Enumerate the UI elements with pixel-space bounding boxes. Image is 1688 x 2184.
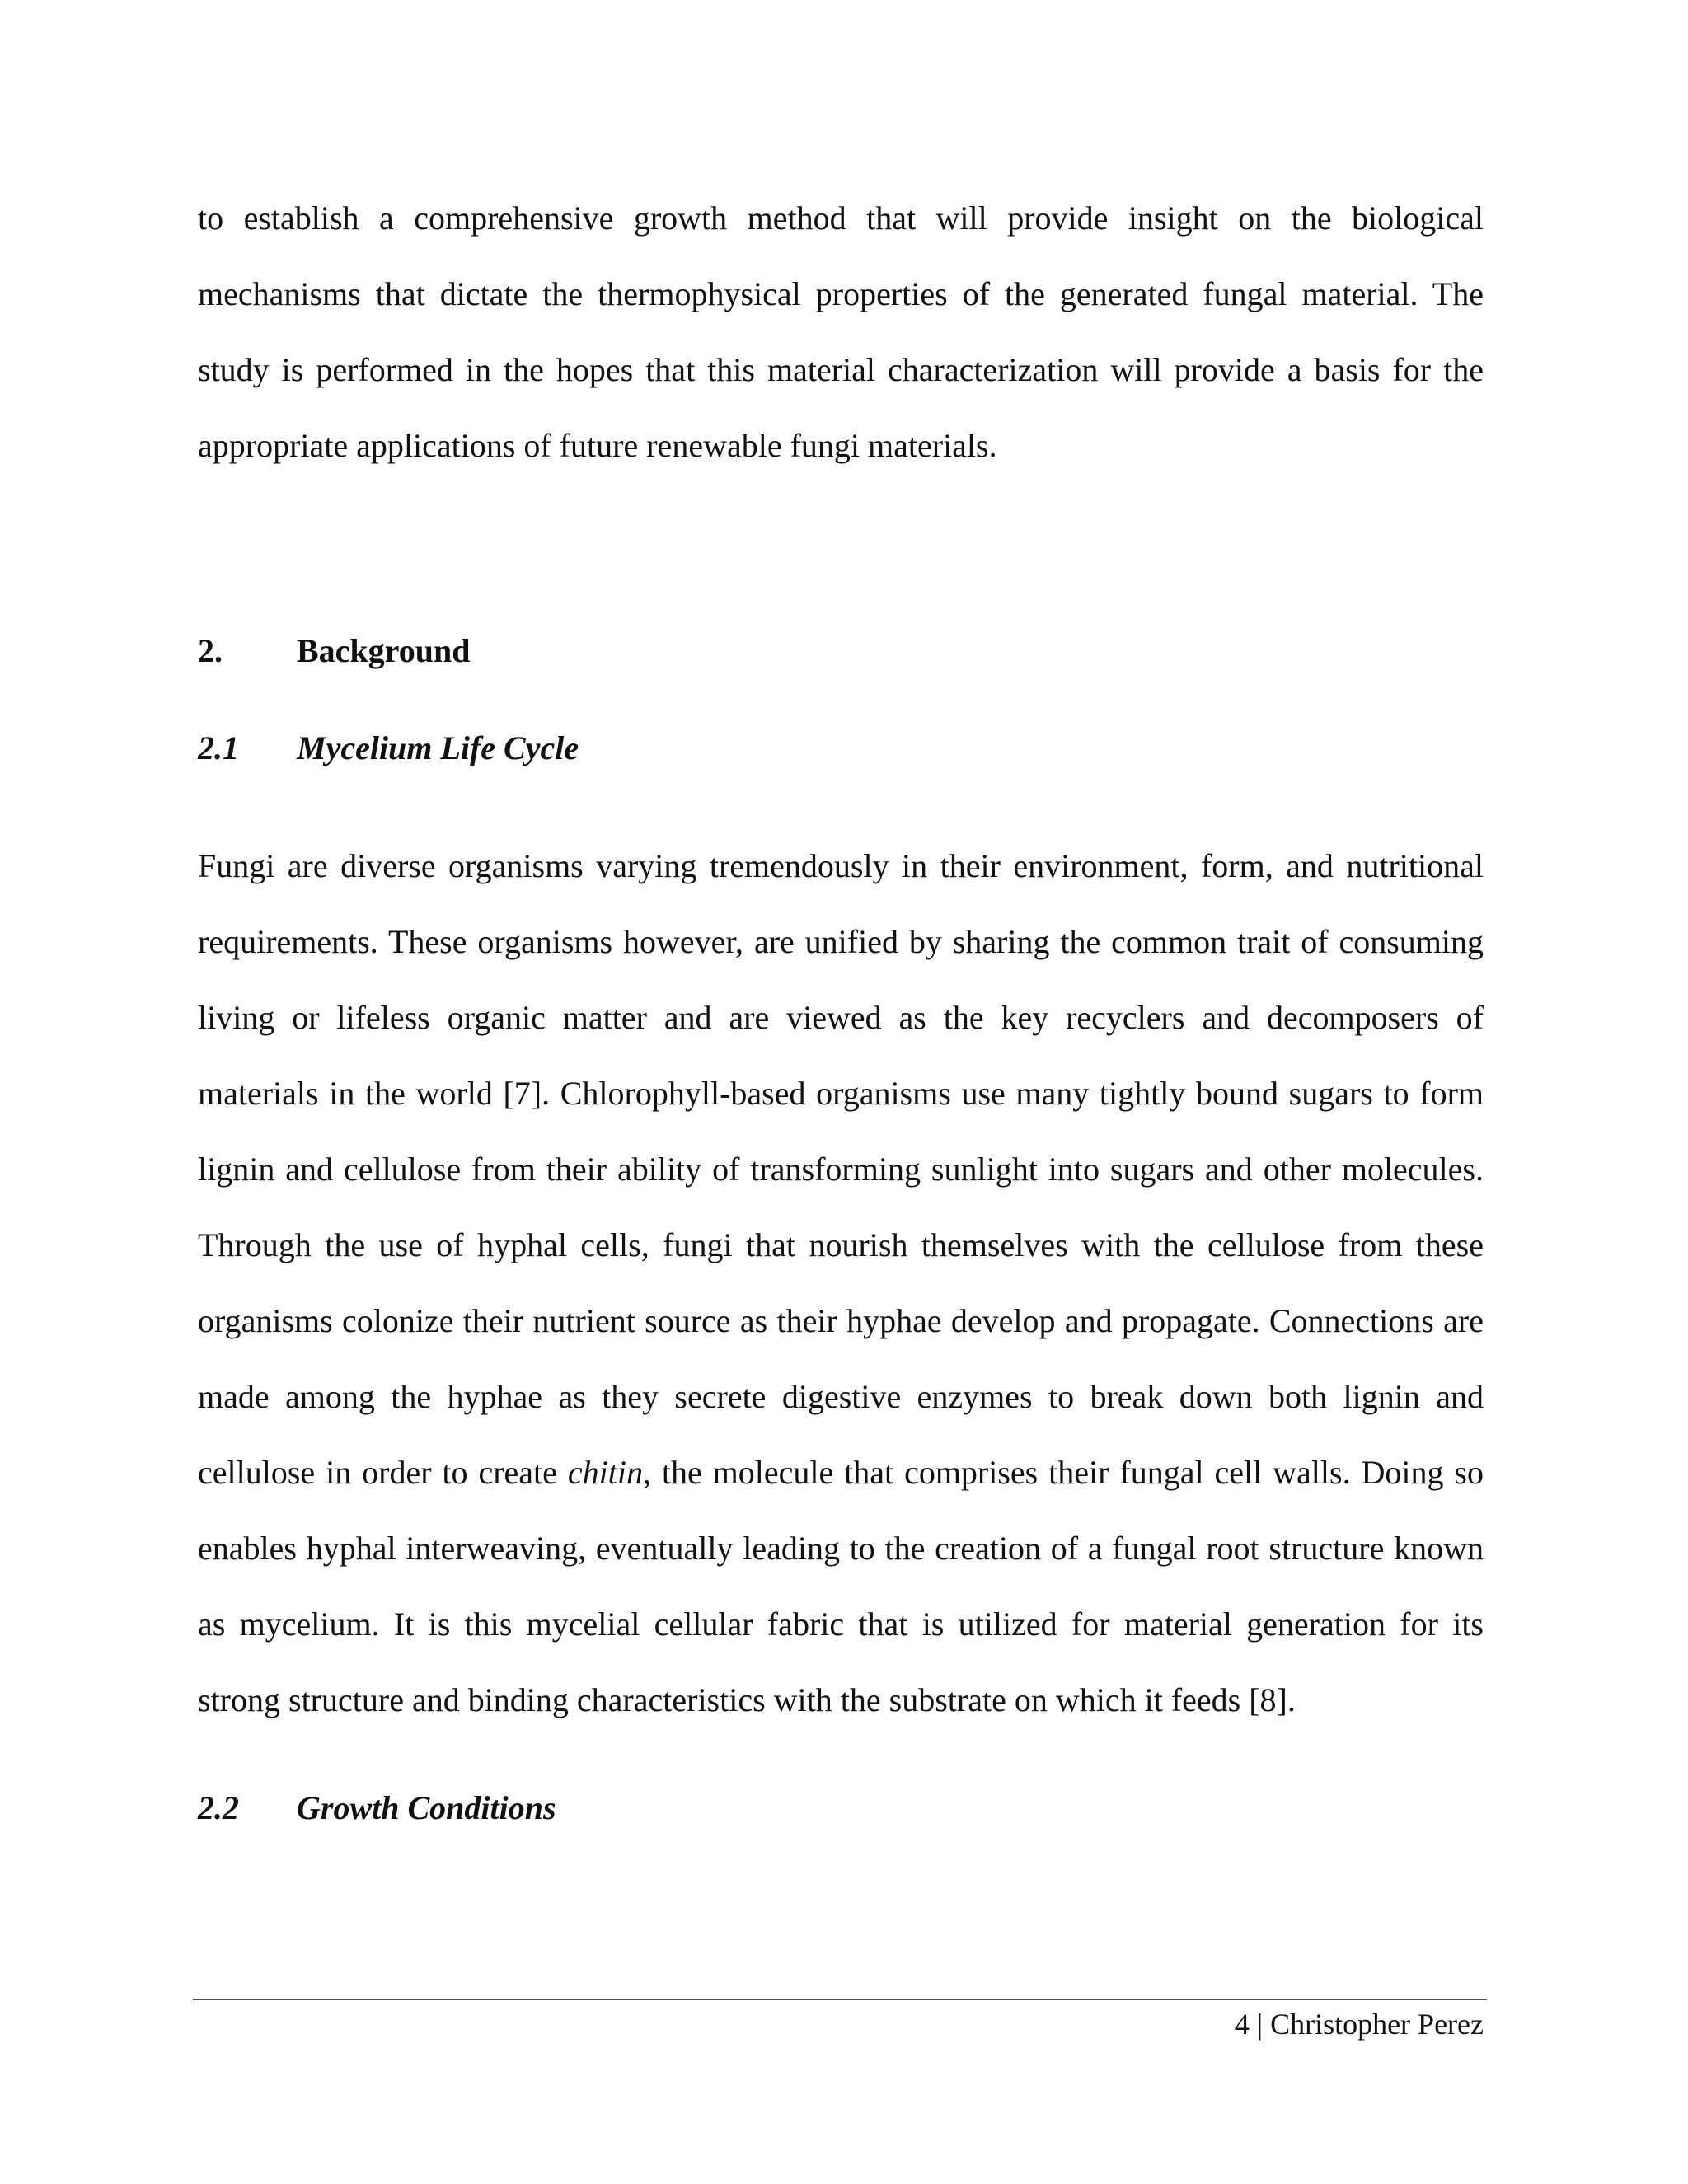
subsection-number: 2.1 bbox=[198, 729, 239, 766]
section-title: Background bbox=[297, 632, 471, 669]
subsection-heading-growth-conditions bbox=[198, 1788, 556, 1827]
emphasized-term: chitin bbox=[567, 1454, 643, 1491]
page-footer bbox=[1235, 2004, 1484, 2044]
footer-separator: | bbox=[1256, 2008, 1264, 2041]
subsection-heading-mycelium-life-cycle bbox=[198, 729, 579, 767]
footer-author: Christopher Perez bbox=[1270, 2008, 1484, 2041]
section-heading-background bbox=[198, 631, 470, 670]
paragraph-text: , the molecule that comprises their fungal cell walls. Doing so enables hyphal interweaving, eventually leading to the creation of a fungal root structure known as mycelium. It is this mycelial cellular fabric that is utilized for material generation for its strong structure and binding characteristics with the substrate on which it feeds [8]. bbox=[198, 1454, 1484, 1718]
page-number: 4 bbox=[1234, 2008, 1250, 2041]
subsection-title: Growth Conditions bbox=[297, 1789, 556, 1826]
footer-divider bbox=[193, 1999, 1487, 2000]
intro-paragraph: to establish a comprehensive growth method that will provide insight on the biological mechanisms that dictate the thermophysical properties of the generated fungal material. The study is performed in the hopes that this material characterization will provide a basis for the appropriate applications of future renewable fungi materials. bbox=[198, 199, 1484, 464]
subsection-title: Mycelium Life Cycle bbox=[297, 729, 579, 766]
section-number: 2. bbox=[198, 632, 223, 669]
subsection-number: 2.2 bbox=[198, 1789, 239, 1826]
lifecycle-paragraph bbox=[198, 828, 1484, 1738]
paragraph-text: Fungi are diverse organisms varying tremendously in their environment, form, and nutritional requirements. These organisms however, are unified by sharing the common trait of consuming living or lifeless organic matter and are viewed as the key recyclers and decomposers of materials in the world [7]. Chlorophyll-based organisms use many tightly bound sugars to form lignin and cellulose from their ability of transforming sunlight into sugars and other molecules. Through the use of hyphal cells, fungi that nourish themselves with the cellulose from these organisms colonize their nutrient source as their hyphae develop and propagate. Connections are made among the hyphae as they secrete digestive enzymes to break down both lignin and cellulose in order to create bbox=[198, 847, 1484, 1491]
